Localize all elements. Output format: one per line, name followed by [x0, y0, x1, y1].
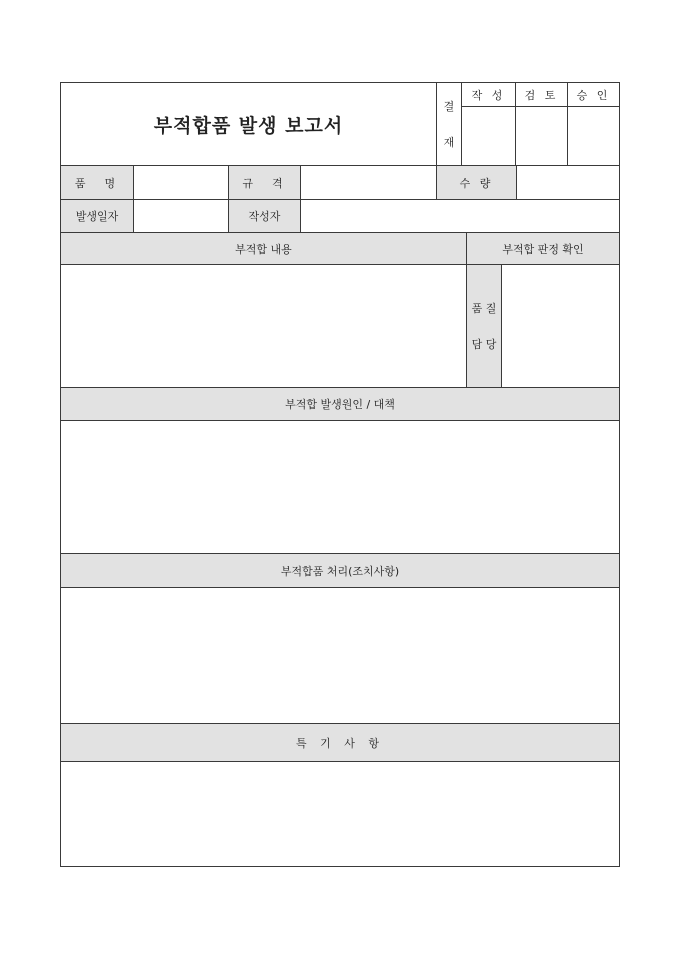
- approval-col-author: 작 성: [471, 88, 506, 102]
- approval-label-bottom: 재: [443, 136, 455, 149]
- value-date[interactable]: [134, 200, 228, 232]
- cause-body[interactable]: [61, 421, 619, 553]
- label-quality-manager: [467, 265, 501, 387]
- value-spec[interactable]: [301, 166, 436, 199]
- approval-sign-review[interactable]: [516, 107, 567, 165]
- section-remarks-title: 특 기 사 항: [296, 736, 384, 750]
- label-quantity: 수 량: [459, 176, 494, 190]
- quality-line1: 품 질: [471, 302, 497, 315]
- label-product-name: 품 명: [74, 176, 120, 190]
- value-author[interactable]: [301, 200, 619, 232]
- label-spec: 규 격: [242, 176, 287, 190]
- approval-label: [437, 83, 461, 165]
- label-author: 작성자: [248, 210, 281, 223]
- value-quantity[interactable]: [517, 166, 619, 199]
- form-title: 부적합품 발생 보고서: [153, 114, 344, 137]
- approval-col-approve: 승 인: [576, 88, 611, 102]
- content-body[interactable]: [61, 265, 466, 387]
- label-date: 발생일자: [75, 210, 119, 223]
- border-bottom: [60, 866, 620, 867]
- quality-line2: 담 당: [471, 338, 497, 351]
- approval-col-review: 검 토: [524, 88, 559, 102]
- section-handling-title: 부적합품 처리(조치사항): [280, 564, 400, 578]
- section-judgment-title: 부적합 판정 확인: [502, 242, 584, 256]
- quality-manager-sign[interactable]: [502, 265, 619, 387]
- section-cause-title: 부적합 발생원인 / 대책: [285, 398, 395, 411]
- approval-sign-approve[interactable]: [568, 107, 619, 165]
- remarks-body[interactable]: [61, 762, 619, 866]
- approval-sign-author[interactable]: [462, 107, 515, 165]
- section-content-title: 부적합 내용: [235, 242, 292, 256]
- value-product-name[interactable]: [134, 166, 228, 199]
- handling-body[interactable]: [61, 588, 619, 723]
- approval-label-top: 결: [443, 100, 455, 113]
